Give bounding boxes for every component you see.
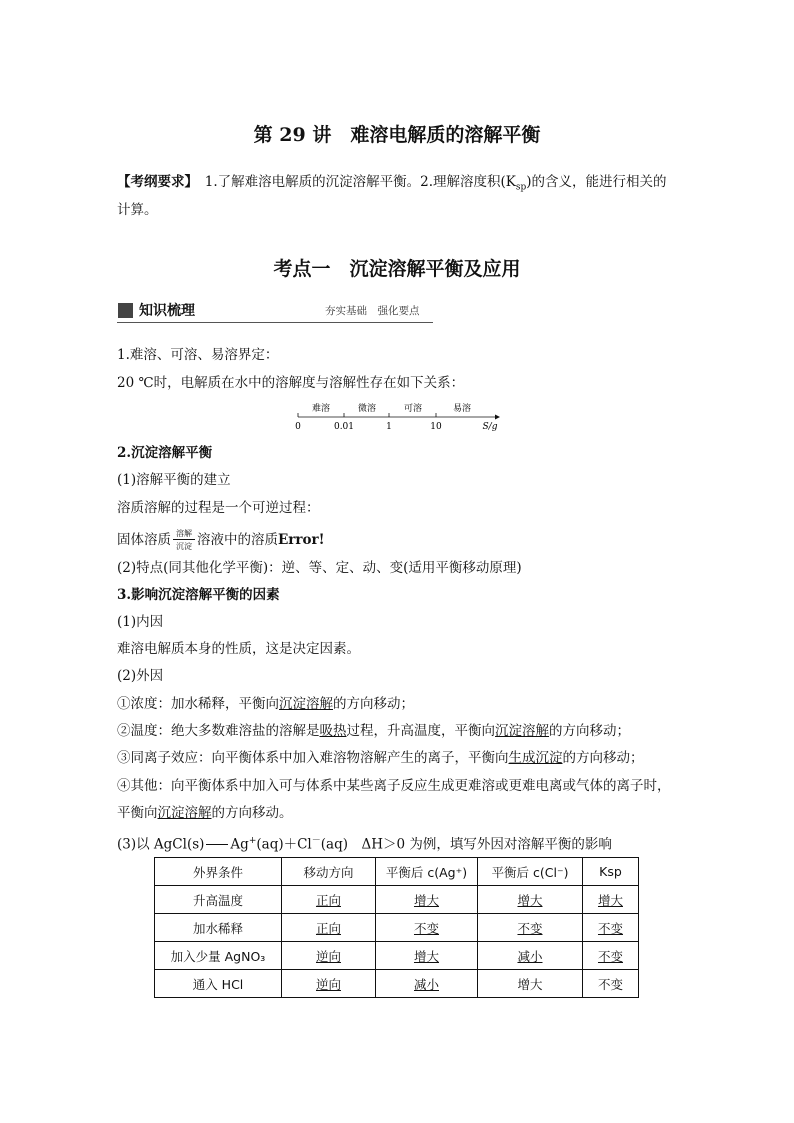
table-header-cell: Ksp [583,858,639,886]
paragraph: 20 ℃时，电解质在水中的溶解度与溶解性存在如下关系： [117,375,465,391]
square-icon [118,303,133,318]
divider [117,322,433,323]
scale-arrow [495,415,500,420]
table-row [155,942,639,970]
influence-table [154,857,639,998]
reversible-arrow: 溶解 沉淀 [173,530,195,551]
table-cell: 逆向 [282,970,376,998]
table-header-cell: 平衡后 c(Cl⁻) [478,858,583,886]
scale-tick-label: 1 [386,422,392,432]
table-header-cell: 外界条件 [155,858,282,886]
paragraph: (1)溶解平衡的建立 [117,472,231,488]
paragraph: ①浓度：加水稀释，平衡向沉淀溶解的方向移动； [117,696,414,712]
heading: 2.沉淀溶解平衡 [117,445,213,461]
syllabus-line-2: 计算。 [117,202,158,218]
table-cell: 正向 [282,886,376,914]
scale-label: 难溶 [311,404,331,414]
table-cell: 不变 [376,914,478,942]
table-header-cell: 平衡后 c(Ag⁺) [376,858,478,886]
paragraph: (2)特点(同其他化学平衡)：逆、等、定、动、变(适用平衡移动原理) [117,560,522,576]
table-cell: 不变 [583,942,639,970]
knowledge-header [117,300,433,324]
scale-tick-label: 0.01 [333,422,355,432]
reversible-arrow [206,843,228,848]
equilibrium-line: 固体溶质 溶解 沉淀 溶液中的溶质Error! [117,529,325,551]
table-cell: 增大 [478,886,583,914]
scale-label: 微溶 [357,404,377,414]
table-row [155,914,639,942]
paragraph: 平衡向沉淀溶解的方向移动。 [117,805,293,821]
scale-label: 易溶 [452,404,472,414]
table-header-row [155,858,639,886]
table-cell: 不变 [478,914,583,942]
paragraph: 溶质溶解的过程是一个可逆过程： [117,500,320,516]
table-cell: 升高温度 [155,886,282,914]
heading: 3.影响沉淀溶解平衡的因素 [117,587,280,603]
paragraph: (3)以 AgCl(s) Ag+(aq)＋Cl－(aq) ΔH＞0 为例，填写外因对溶解平衡的影响 [117,836,612,853]
section-title: 考点一 沉淀溶解平衡及应用 [273,258,521,280]
page-title: 第 29 讲 难溶电解质的溶解平衡 [253,124,541,146]
table-cell: 加水稀释 [155,914,282,942]
paragraph: ②温度：绝大多数难溶盐的溶解是吸热过程，升高温度，平衡向沉淀溶解的方向移动； [117,723,630,739]
syllabus-requirement: 【考纲要求】 1.了解难溶电解质的沉淀溶解平衡。2.理解溶度积$(K_{sp})$的含义，能进行相关的 [117,174,667,193]
syllabus-label: 【考纲要求】 [117,174,192,190]
scale-tick-label: 0 [295,422,301,432]
paragraph: (1)内因 [117,614,164,630]
scale-tick-label: 10 [430,422,442,432]
paragraph: ④其他：向平衡体系中加入可与体系中某些离子反应生成更难溶或更难电离或气体的离子时， [117,778,671,794]
scale-unit: S/g [482,422,498,432]
table-cell: 不变 [583,914,639,942]
paragraph: 1.难溶、可溶、易溶界定： [117,347,279,363]
table-cell: 减小 [376,970,478,998]
table-cell: 增大 [478,970,583,998]
scale-label: 可溶 [403,404,423,414]
table-cell: 增大 [583,886,639,914]
paragraph: (2)外因 [117,668,164,684]
table-cell: 通入 HCl [155,970,282,998]
table-header-cell: 移动方向 [282,858,376,886]
table-cell: 逆向 [282,942,376,970]
paragraph: ③同离子效应：向平衡体系中加入难溶物溶解产生的离子，平衡向生成沉淀的方向移动； [117,750,644,766]
table-row [155,886,639,914]
table-cell: 正向 [282,914,376,942]
table-cell: 减小 [478,942,583,970]
table-cell: 不变 [583,970,639,998]
paragraph: 难溶电解质本身的性质，这是决定因素。 [117,641,360,657]
solubility-scale [290,400,510,434]
table-cell: 加入少量 AgNO₃ [155,942,282,970]
knowledge-subtitle: 夯实基础 强化要点 [325,305,420,317]
table-cell: 增大 [376,886,478,914]
knowledge-title: 知识梳理 [139,303,195,319]
table-cell: 增大 [376,942,478,970]
table-row [155,970,639,998]
